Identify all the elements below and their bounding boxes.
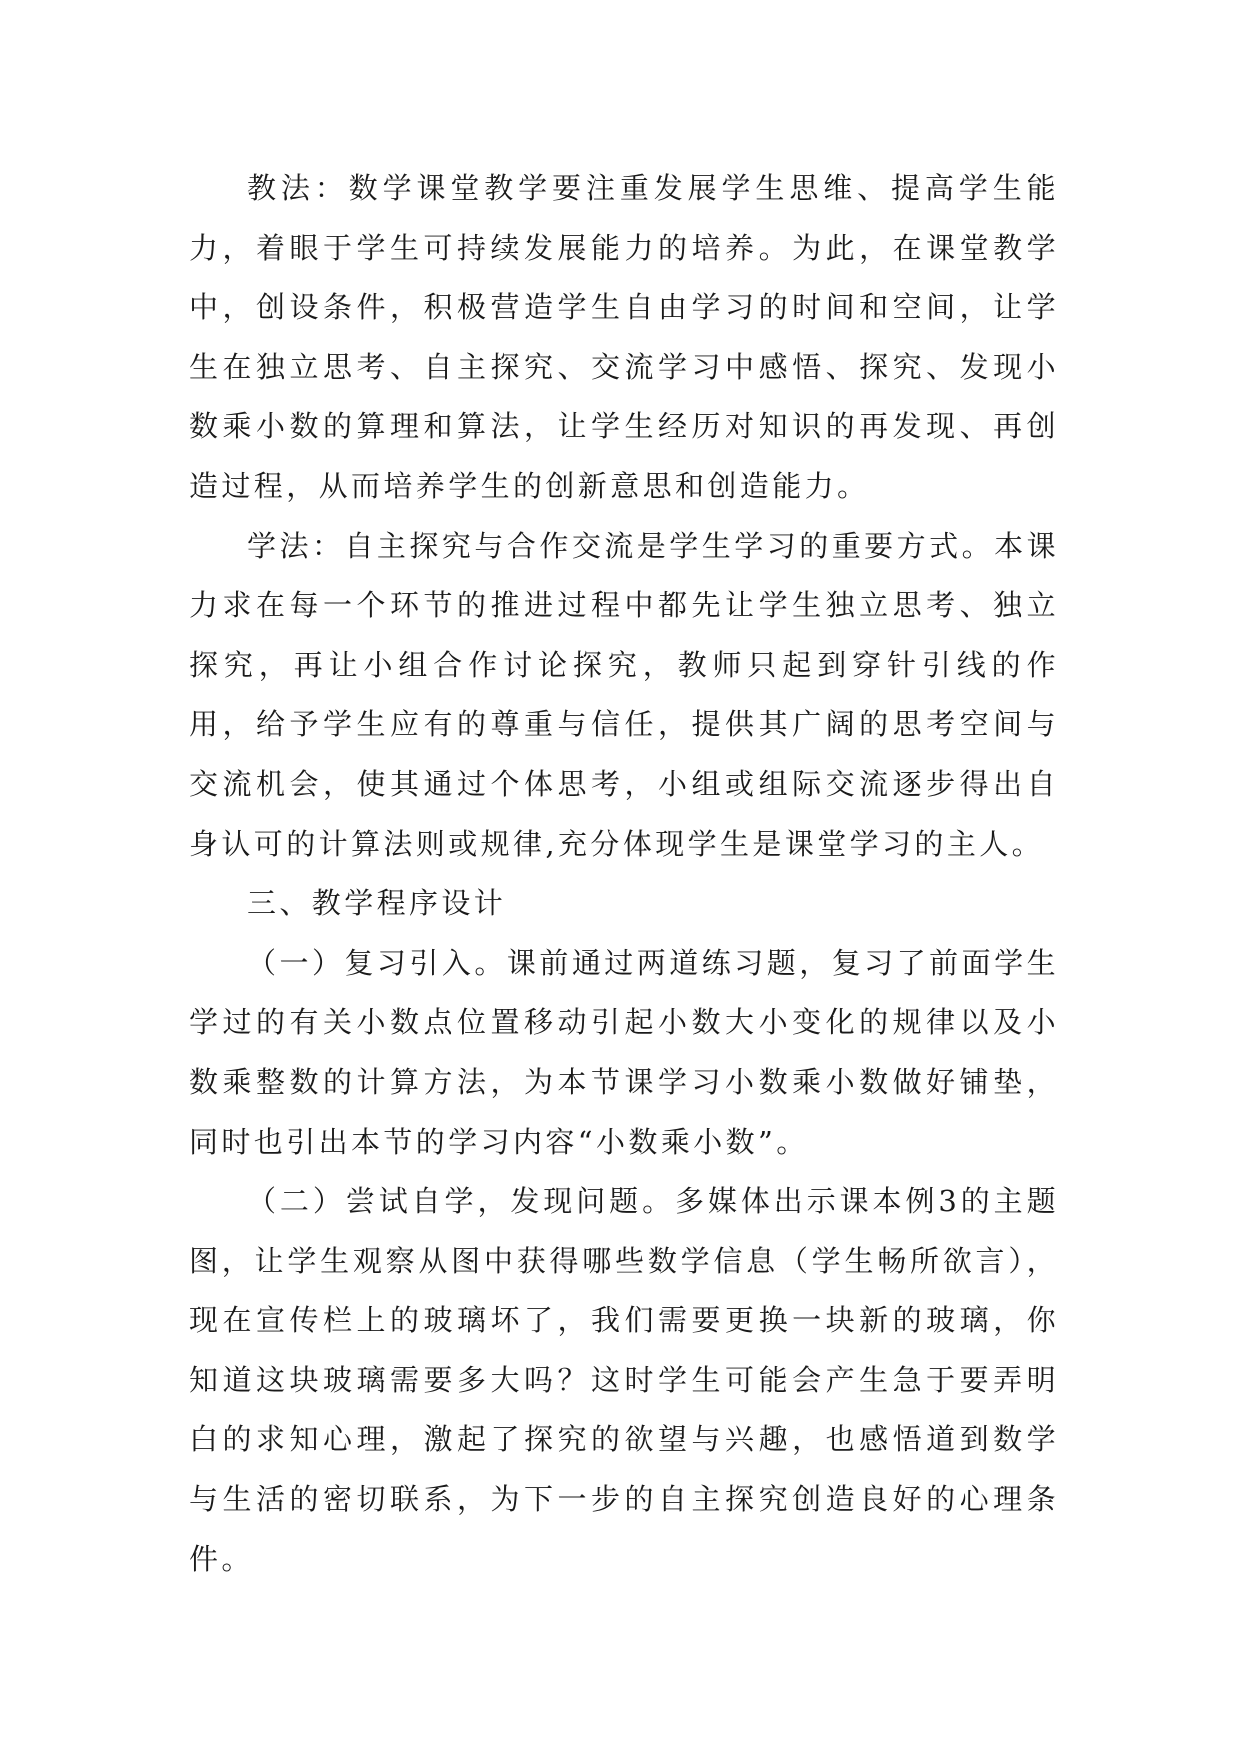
section-heading-teaching-procedure: 三、教学程序设计: [247, 886, 507, 921]
paragraph-self-study: （二）尝试自学，发现问题。多媒体出示课本例3的主题图，让学生观察从图中获得哪些数学信息（学生畅所欲言），现在宣传栏上的玻璃坏了，我们需要更换一块新的玻璃，你知道这块玻璃需要多大吗？这时学生可能会产生急于要弄明白的求知心理，激起了探究的欲望与兴趣，也感悟道到数学与生活的密切联系，为下一步的自主探究创造良好的心理条件。: [189, 1184, 1059, 1576]
paragraph-teaching-method: 教法：数学课堂教学要注重发展学生思维、提高学生能力，着眼于学生可持续发展能力的培养。为此，在课堂教学中，创设条件，积极营造学生自由学习的时间和空间，让学生在独立思考、自主探究、交流学习中感悟、探究、发现小数乘小数的算理和算法，让学生经历对知识的再发现、再创造过程，从而培养学生的创新意思和创造能力。: [189, 171, 1059, 503]
document-body: [189, 159, 1059, 1589]
paragraph-learning-method: 学法：自主探究与合作交流是学生学习的重要方式。本课力求在每一个环节的推进过程中都先让学生独立思考、独立探究，再让小组合作讨论探究，教师只起到穿针引线的作用，给予学生应有的尊重与信任，提供其广阔的思考空间与交流机会，使其通过个体思考，小组或组际交流逐步得出自身认可的计算法则或规律,充分体现学生是课堂学习的主人。: [189, 528, 1059, 861]
paragraph-review-intro: （一）复习引入。课前通过两道练习题，复习了前面学生学过的有关小数点位置移动引起小数大小变化的规律以及小数乘整数的计算方法，为本节课学习小数乘小数做好铺垫，同时也引出本节的学习内容“小数乘小数”。: [189, 945, 1059, 1159]
